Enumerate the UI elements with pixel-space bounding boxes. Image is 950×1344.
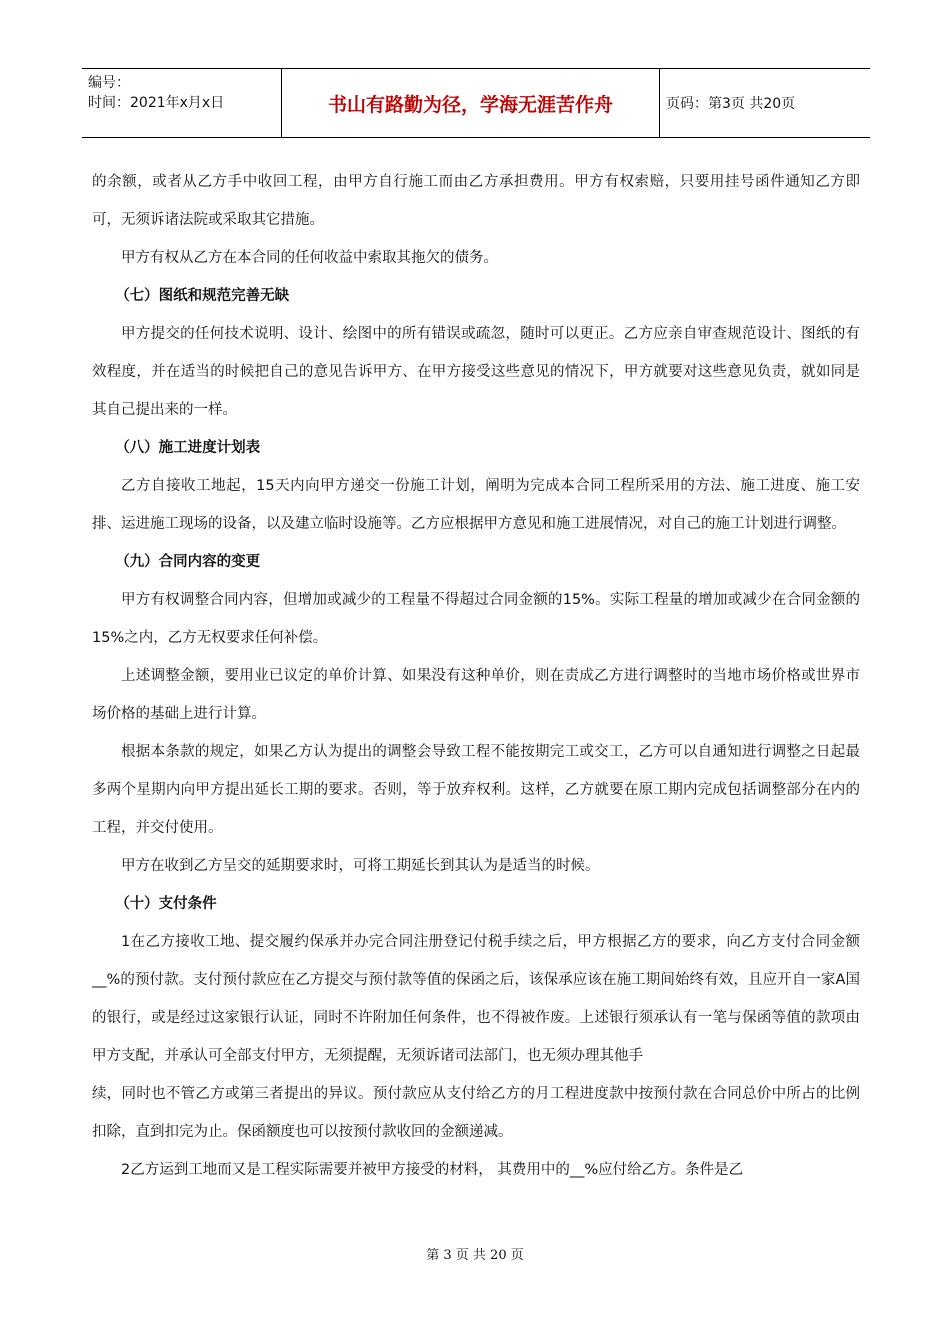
paragraph: 甲方有权从乙方在本合同的任何收益中索取其拖欠的债务。 [121,250,498,266]
section-heading: （九）合同内容的变更 [115,554,261,570]
header-page-number: 页码：第3页 共20页 [666,96,796,112]
paragraph: 甲方提交的任何技术说明、设计、绘图中的所有错误或疏忽，随时可以更正。乙方应亲自审查规范设计、图纸的有效程度，并在适当的时候把自己的意见告诉甲方、在甲方接受这些意见的情况下，甲方就要对这些意见负责，就如同是其自己提出来的一样。 [92,326,860,418]
document-body [92,163,860,1189]
time-label: 时间：2021年x月x日 [88,95,225,111]
paragraph: 根据本条款的规定，如果乙方认为提出的调整会导致工程不能按期完工或交工，乙方可以自通知进行调整之日起最多两个星期内向甲方提出延长工期的要求。否则，等于放弃权利。这样，乙方就要在原工期内完成包括调整部分在内的工程，并交付使用。 [92,744,860,836]
paragraph: 1在乙方接收工地、提交履约保承并办完合同注册登记付税手续之后，甲方根据乙方的要求，向乙方支付合同金额__%的预付款。支付预付款应在乙方提交与预付款等值的保函之后，该保承应该在施工期间始终有效，且应开自一家A国的银行，或是经过这家银行认证，同时不许附加任何条件，也不得被作废。上述银行须承认有一笔与保函等值的款项由甲方支配，并承认可全部支付甲方，无须提醒，无须诉诸司法部门，也无须办理其他手 [92,934,860,1064]
section-heading: （七）图纸和规范完善无缺 [115,288,290,304]
page-footer: 第 3 页 共 20 页 [426,1248,524,1263]
paragraph: 甲方有权调整合同内容，但增加或减少的工程量不得超过合同金额的15%。实际工程量的增加或减少在合同金额的15%之内，乙方无权要求任何补偿。 [92,592,860,646]
paragraph: 上述调整金额，要用业已议定的单价计算、如果没有这种单价，则在责成乙方进行调整时的当地市场价格或世界市场价格的基础上进行计算。 [92,668,860,722]
header-motto: 书山有路勤为径，学海无涯苦作舟 [282,69,660,137]
paragraph: 2乙方运到工地而又是工程实际需要并被甲方接受的材料， 其费用中的__%应付给乙方。条件是乙 [121,1162,744,1178]
paragraph: 续，同时也不管乙方或第三者提出的异议。预付款应从支付给乙方的月工程进度款中按预付款在合同总价中所占的比例扣除，直到扣完为止。保函额度也可以按预付款收回的金额递减。 [92,1086,860,1140]
header-meta [82,69,282,137]
paragraph: 的余额，或者从乙方手中收回工程，由甲方自行施工而由乙方承担费用。甲方有权索赔，只要用挂号函件通知乙方即可，无须诉诸法院或采取其它措施。 [92,174,860,228]
page-header [82,68,870,138]
paragraph: 甲方在收到乙方呈交的延期要求时，可将工期延长到其认为是适当的时候。 [121,858,600,874]
section-heading: （十）支付条件 [115,896,217,912]
code-label: 编号： [88,75,130,91]
paragraph: 乙方自接收工地起，15天内向甲方递交一份施工计划，阐明为完成本合同工程所采用的方法、施工进度、施工安排、运进施工现场的设备，以及建立临时设施等。乙方应根据甲方意见和施工进展情况，对自己的施工计划进行调整。 [92,478,860,532]
section-heading: （八）施工进度计划表 [115,440,261,456]
